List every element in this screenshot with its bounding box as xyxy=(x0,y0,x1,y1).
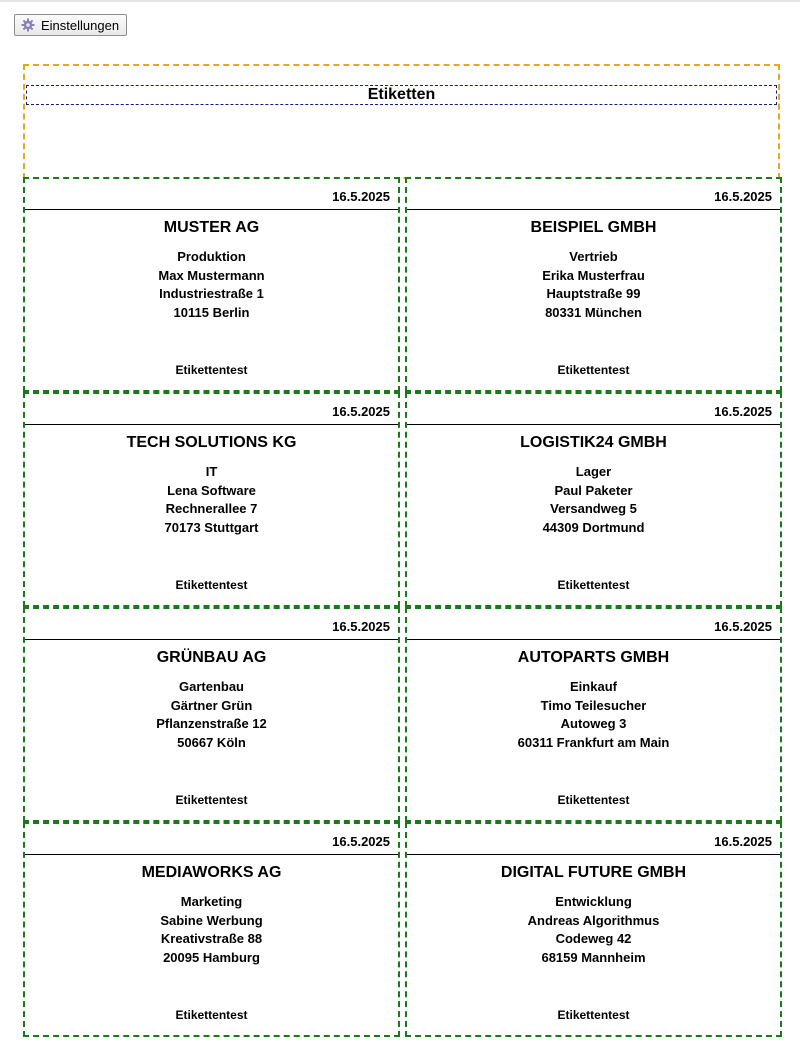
label-card xyxy=(405,177,782,392)
label-address xyxy=(407,678,780,753)
label-company: LOGISTIK24 GMBH xyxy=(520,434,667,451)
label-street: Kreativstraße 88 xyxy=(160,931,263,947)
label-department: Vertrieb xyxy=(569,249,618,264)
label-department: Produktion xyxy=(177,249,246,264)
label-company: DIGITAL FUTURE GMBH xyxy=(500,864,687,881)
label-street: Pflanzenstraße 12 xyxy=(156,716,267,732)
label-divider xyxy=(407,424,780,425)
label-street: Rechnerallee 7 xyxy=(165,501,258,517)
label-address xyxy=(407,463,780,538)
label-divider xyxy=(407,639,780,640)
label-department: Einkauf xyxy=(570,679,617,694)
label-footer: Etikettentest xyxy=(557,1008,630,1022)
label-person: Timo Teilesucher xyxy=(540,697,647,713)
toolbar xyxy=(0,0,800,46)
label-footer: Etikettentest xyxy=(175,578,248,592)
label-company: BEISPIEL GMBH xyxy=(530,219,657,236)
label-city: 44309 Dortmund xyxy=(542,520,645,536)
label-footer: Etikettentest xyxy=(557,578,630,592)
label-card xyxy=(23,822,400,1037)
label-card xyxy=(405,822,782,1037)
sheet-header xyxy=(23,64,780,179)
gear-icon xyxy=(21,18,35,32)
label-date: 16.5.2025 xyxy=(714,189,772,204)
label-street: Codeweg 42 xyxy=(555,931,632,947)
label-company: MUSTER AG xyxy=(163,219,260,236)
label-divider xyxy=(25,209,398,210)
label-department: Gartenbau xyxy=(178,679,244,694)
label-card xyxy=(23,177,400,392)
label-footer: Etikettentest xyxy=(175,793,248,807)
label-address xyxy=(407,893,780,968)
label-street: Versandweg 5 xyxy=(550,501,637,517)
label-card xyxy=(23,392,400,607)
label-date: 16.5.2025 xyxy=(714,404,772,419)
settings-label: Einstellungen xyxy=(41,17,120,33)
label-company: AUTOPARTS GMBH xyxy=(517,649,670,666)
label-person: Andreas Algorithmus xyxy=(527,912,660,928)
label-footer: Etikettentest xyxy=(557,363,630,377)
label-person: Sabine Werbung xyxy=(160,912,263,928)
label-department: Marketing xyxy=(180,894,243,909)
label-person: Paul Paketer xyxy=(554,482,633,498)
sheet-title: Etiketten xyxy=(26,85,777,105)
label-city: 60311 Frankfurt am Main xyxy=(517,735,670,751)
label-person: Erika Musterfrau xyxy=(542,267,645,283)
label-footer: Etikettentest xyxy=(557,793,630,807)
label-date: 16.5.2025 xyxy=(332,834,390,849)
label-person: Gärtner Grün xyxy=(170,697,253,713)
label-department: IT xyxy=(205,464,218,479)
label-card xyxy=(405,607,782,822)
label-date: 16.5.2025 xyxy=(332,189,390,204)
label-address xyxy=(25,463,398,538)
label-city: 10115 Berlin xyxy=(173,305,250,321)
label-street: Autoweg 3 xyxy=(560,716,627,732)
label-address xyxy=(25,248,398,323)
label-divider xyxy=(25,424,398,425)
settings-button[interactable] xyxy=(14,14,127,36)
label-company: TECH SOLUTIONS KG xyxy=(126,434,297,451)
label-date: 16.5.2025 xyxy=(714,619,772,634)
label-date: 16.5.2025 xyxy=(332,404,390,419)
label-address xyxy=(407,248,780,323)
label-department: Lager xyxy=(575,464,612,479)
label-card xyxy=(405,392,782,607)
label-divider xyxy=(25,854,398,855)
label-street: Hauptstraße 99 xyxy=(546,286,641,302)
label-address xyxy=(25,678,398,753)
label-person: Lena Software xyxy=(167,482,256,498)
label-city: 80331 München xyxy=(545,305,642,321)
label-date: 16.5.2025 xyxy=(332,619,390,634)
label-city: 70173 Stuttgart xyxy=(164,520,259,536)
label-department: Entwicklung xyxy=(555,894,632,909)
label-card xyxy=(23,607,400,822)
label-city: 68159 Mannheim xyxy=(541,950,646,966)
label-city: 20095 Hamburg xyxy=(163,950,260,966)
label-divider xyxy=(407,854,780,855)
label-divider xyxy=(25,639,398,640)
label-person: Max Mustermann xyxy=(158,267,265,283)
label-footer: Etikettentest xyxy=(175,1008,248,1022)
label-city: 50667 Köln xyxy=(177,735,246,751)
label-company: MEDIAWORKS AG xyxy=(141,864,282,881)
label-divider xyxy=(407,209,780,210)
label-street: Industriestraße 1 xyxy=(159,286,264,302)
label-address xyxy=(25,893,398,968)
label-date: 16.5.2025 xyxy=(714,834,772,849)
label-company: GRÜNBAU AG xyxy=(156,649,267,666)
label-footer: Etikettentest xyxy=(175,363,248,377)
